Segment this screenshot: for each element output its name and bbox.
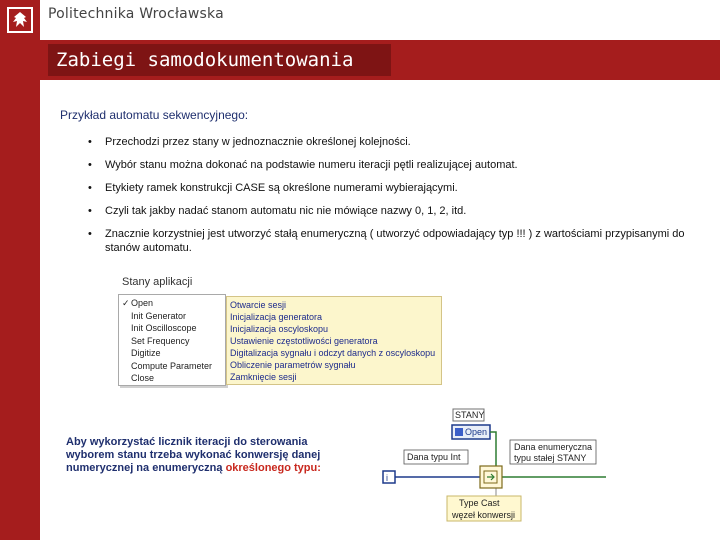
menu-item-init-generator[interactable]: Init Generator xyxy=(131,310,187,321)
enum-arrows-icon xyxy=(455,428,463,436)
typecast-label-line1: Type Cast xyxy=(459,498,500,508)
states-panel-title: Stany aplikacji xyxy=(122,276,193,288)
menu-item-set-frequency[interactable]: Set Frequency xyxy=(131,335,190,346)
menu-item-open[interactable]: Open xyxy=(131,298,154,308)
note-line: Aby wykorzystać licznik iteracji do sterowania xyxy=(66,436,308,448)
state-description: Digitalizacja sygnału i odczyt danych z oscyloskopu xyxy=(230,348,436,358)
bullet-item: • Przechodzi przez stany w jednoznacznie określonej kolejności. xyxy=(88,135,688,149)
iteration-terminal[interactable] xyxy=(383,471,395,483)
menu-item-close[interactable]: Close xyxy=(131,373,155,383)
check-icon: ✓ xyxy=(122,298,130,308)
slide-title: Zabiegi samodokumentowania xyxy=(56,49,354,71)
iteration-label: i xyxy=(386,473,388,483)
int-type-label: Dana typu Int xyxy=(407,452,461,462)
menu-item-digitize[interactable]: Digitize xyxy=(131,348,161,358)
note-text: numerycznej na enumeryczną xyxy=(66,462,226,474)
note-text-highlight: określonego typu: xyxy=(225,462,321,474)
menu-item-init-oscilloscope[interactable]: Init Oscilloscope xyxy=(131,323,197,333)
bullet-item: • Wybór stanu można dokonać na podstawie numeru iteracji pętli realizującej automat. xyxy=(88,158,688,172)
intro-text: Przykład automatu sekwencyjnego: xyxy=(60,108,249,122)
bullet-item: • Znacznie korzystniej jest utworzyć stałą enumeryczną ( utworzyć odpowiadający typ !!! ) z wartościami przypisanymi do stanów automatu. xyxy=(88,227,688,255)
type-wire xyxy=(490,432,496,466)
note-line: wyborem stanu trzeba wykonać konwersję danej xyxy=(66,449,321,461)
state-description: Inicjalizacja generatora xyxy=(230,312,323,322)
menu-item-compute-parameter[interactable]: Compute Parameter xyxy=(131,360,213,371)
state-description: Ustawienie częstotliwości generatora xyxy=(230,336,378,346)
bullet-item: • Etykiety ramek konstrukcji CASE są określone numerami wybierającymi. xyxy=(88,181,688,195)
enum-type-label-line1: Dana enumeryczna xyxy=(514,442,593,452)
typecast-label-line2: węzeł konwersji xyxy=(452,510,516,520)
state-description: Obliczenie parametrów sygnału xyxy=(230,360,356,370)
university-name: Politechnika Wrocławska xyxy=(48,6,224,22)
enum-type-label-line2: typu stałej STANY xyxy=(514,453,587,463)
bullet-item: • Czyli tak jakby nadać stanom automatu nic nie mówiące nazwy 0, 1, 2, itd. xyxy=(88,204,688,218)
state-description: Zamknięcie sesji xyxy=(230,372,297,382)
enum-value: Open xyxy=(465,427,488,437)
state-description: Otwarcie sesji xyxy=(230,300,287,310)
stany-label: STANY xyxy=(455,410,485,420)
state-description: Inicjalizacja oscyloskopu xyxy=(230,324,329,334)
